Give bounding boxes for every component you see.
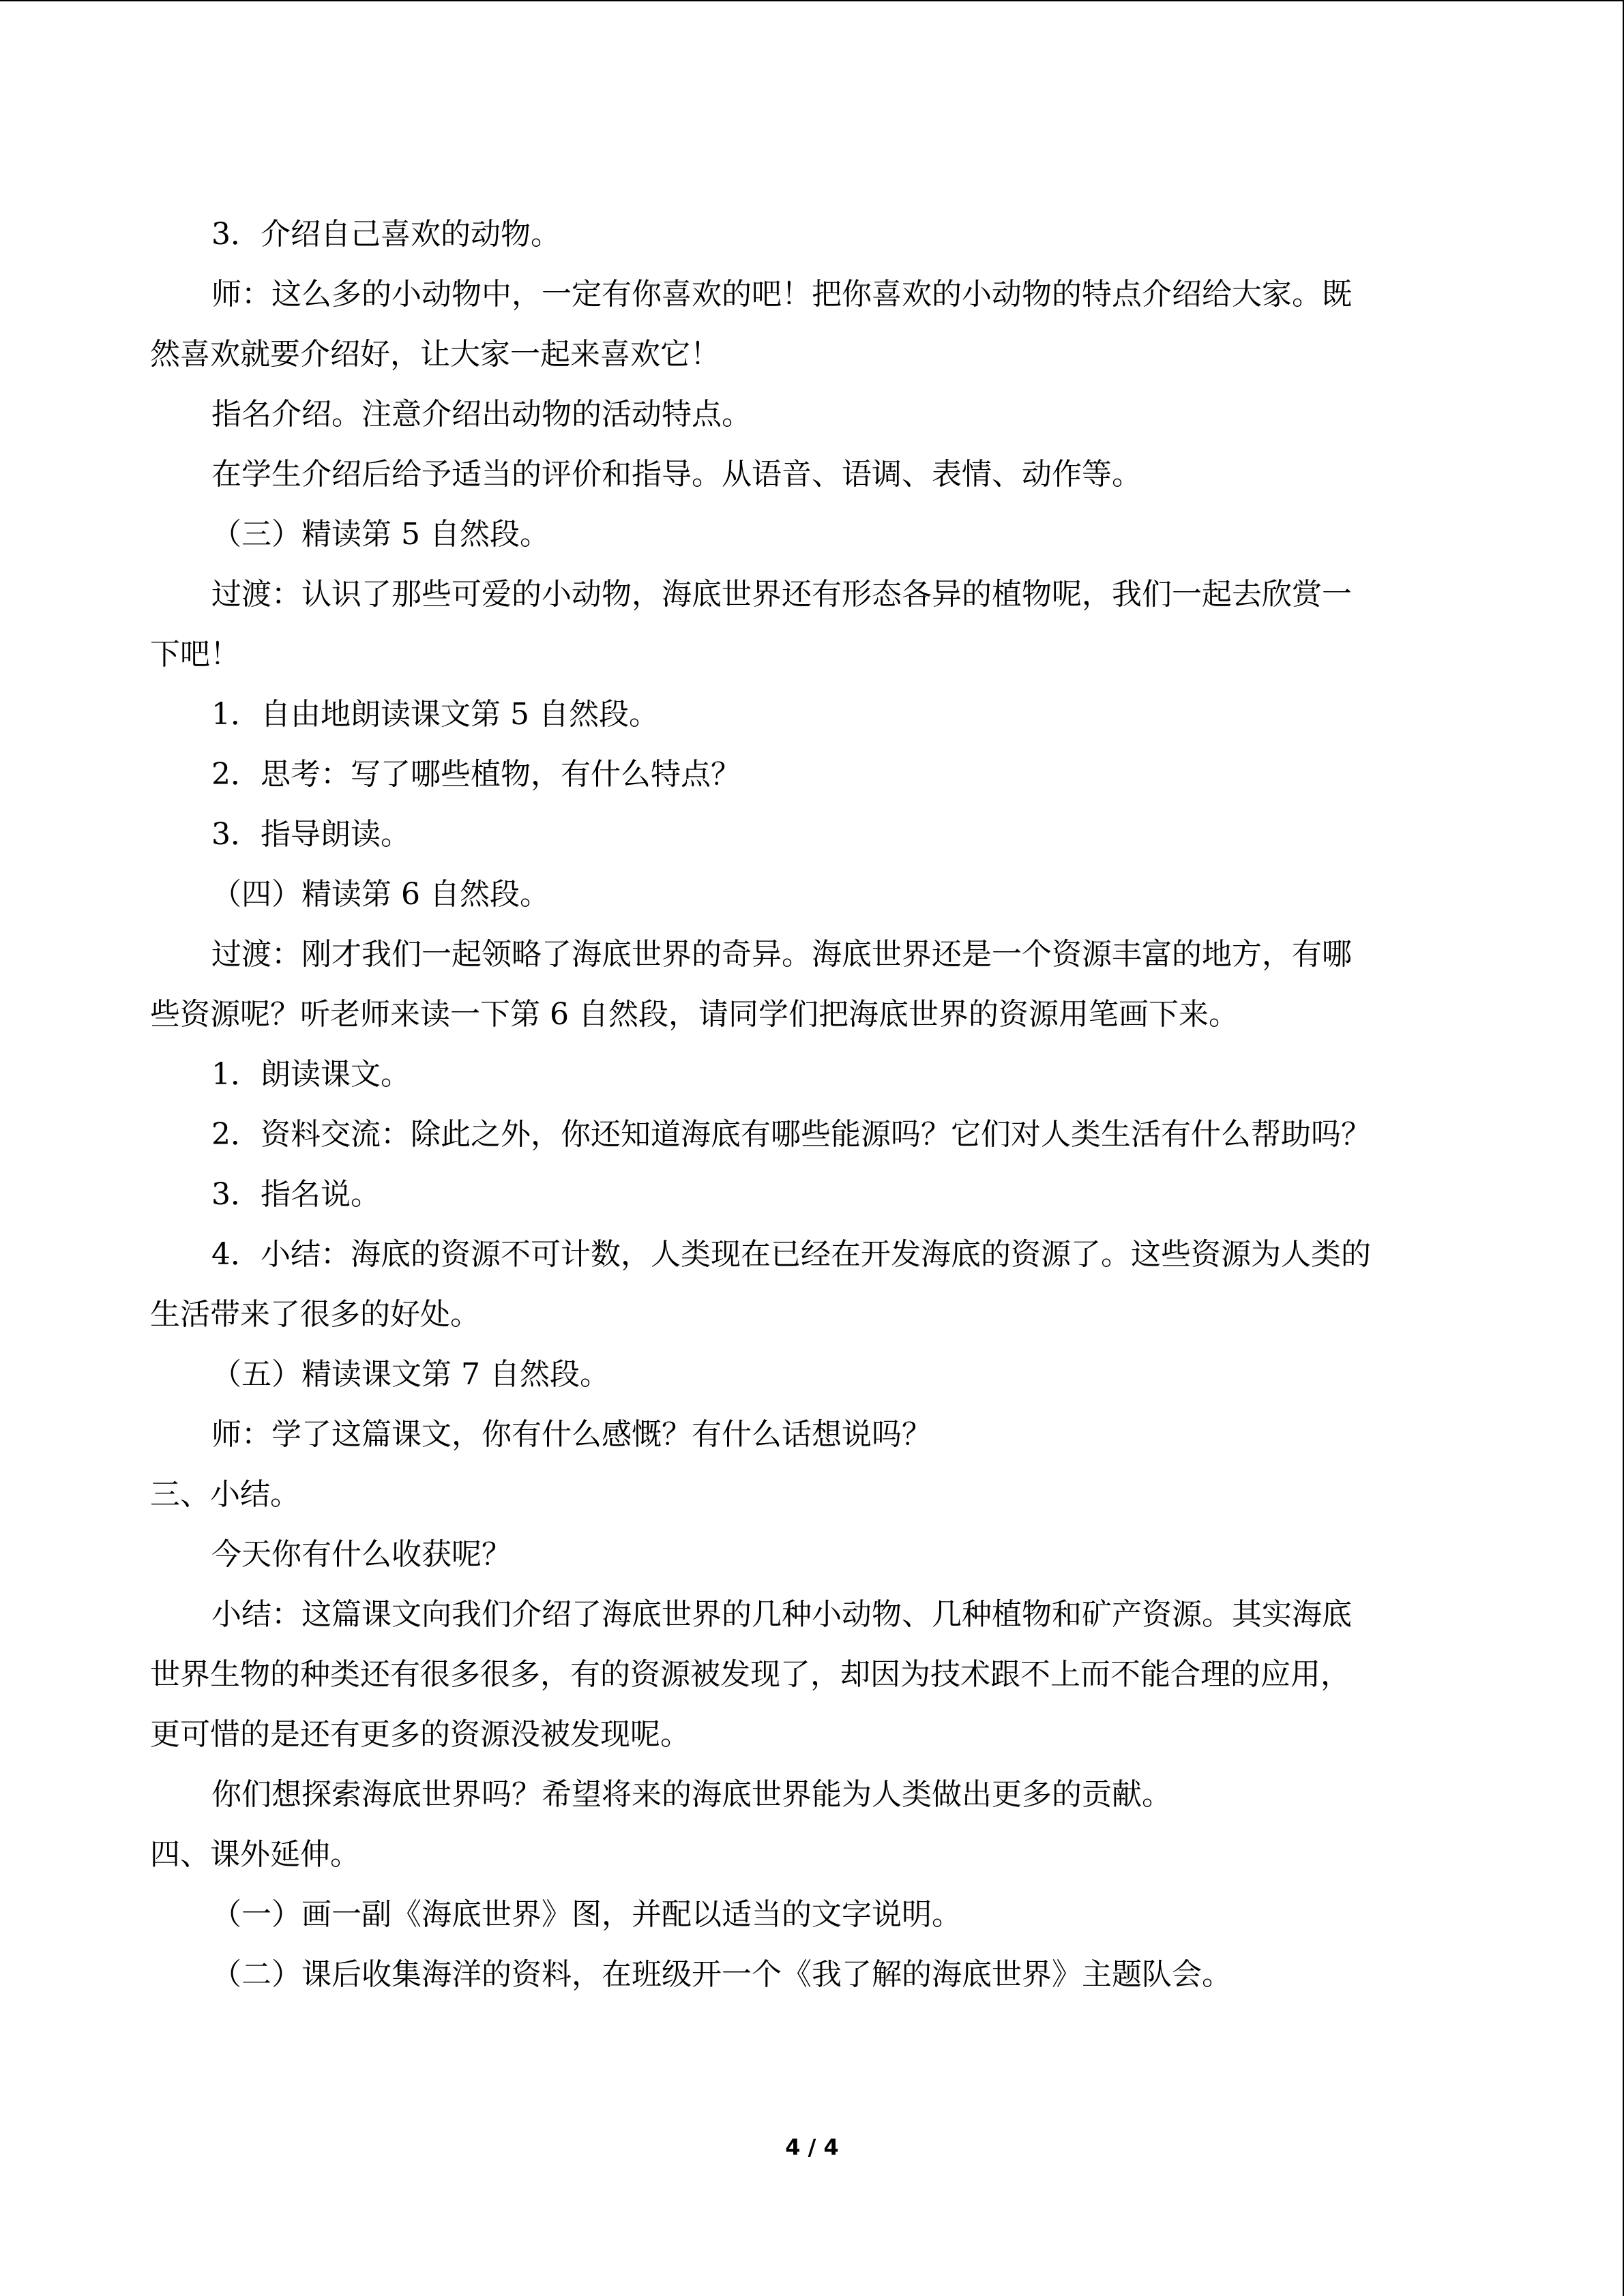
text-line: 些资源呢？听老师来读一下第 6 自然段，请同学们把海底世界的资源用笔画下来。 — [150, 997, 1239, 1032]
text-line: 师：这么多的小动物中，一定有你喜欢的吧！把你喜欢的小动物的特点介绍给大家。既 — [211, 277, 1352, 312]
text-line: 过渡：认识了那些可爱的小动物，海底世界还有形态各异的植物呢，我们一起去欣赏一 — [211, 577, 1352, 612]
text-line: 指名介绍。注意介绍出动物的活动特点。 — [211, 397, 752, 432]
text-line: 2．资料交流：除此之外，你还知道海底有哪些能源吗？它们对人类生活有什么帮助吗？ — [211, 1117, 1371, 1152]
section-heading: 四、课外延伸。 — [150, 1837, 360, 1872]
section-heading: （四）精读第 6 自然段。 — [211, 877, 550, 912]
text-line: 师：学了这篇课文，你有什么感慨？有什么话想说吗？ — [211, 1417, 932, 1452]
page-number: 4 / 4 — [785, 2134, 839, 2160]
text-line: 3．指名说。 — [211, 1177, 381, 1212]
section-heading: （三）精读第 5 自然段。 — [211, 517, 550, 552]
text-line: 3．介绍自己喜欢的动物。 — [211, 217, 561, 252]
document-body — [150, 205, 1460, 2005]
text-line: （一）画一副《海底世界》图，并配以适当的文字说明。 — [211, 1897, 962, 1932]
text-line: 你们想探索海底世界吗？希望将来的海底世界能为人类做出更多的贡献。 — [211, 1777, 1172, 1812]
text-line: 然喜欢就要介绍好，让大家一起来喜欢它！ — [150, 337, 720, 372]
text-line: 更可惜的是还有更多的资源没被发现呢。 — [150, 1717, 690, 1752]
text-line: 生活带来了很多的好处。 — [150, 1297, 480, 1332]
text-line: 今天你有什么收获呢？ — [211, 1537, 512, 1572]
section-heading: 三、小结。 — [150, 1477, 300, 1512]
text-line: （二）课后收集海洋的资料，在班级开一个《我了解的海底世界》主题队会。 — [211, 1957, 1232, 1992]
text-line: 下吧！ — [150, 637, 240, 672]
text-line: 1．自由地朗读课文第 5 自然段。 — [211, 697, 659, 732]
text-line: 2．思考：写了哪些植物，有什么特点？ — [211, 757, 741, 792]
text-line: 过渡：刚才我们一起领略了海底世界的奇异。海底世界还是一个资源丰富的地方，有哪 — [211, 937, 1352, 972]
text-line: 3．指导朗读。 — [211, 817, 411, 852]
text-line: 小结：这篇课文向我们介绍了海底世界的几种小动物、几种植物和矿产资源。其实海底 — [211, 1597, 1352, 1632]
section-heading: （五）精读课文第 7 自然段。 — [211, 1357, 610, 1392]
text-line: 1．朗读课文。 — [211, 1057, 411, 1092]
text-line: 在学生介绍后给予适当的评价和指导。从语音、语调、表情、动作等。 — [211, 457, 1142, 492]
text-line: 4．小结：海底的资源不可计数，人类现在已经在开发海底的资源了。这些资源为人类的 — [211, 1237, 1371, 1272]
text-line: 世界生物的种类还有很多很多，有的资源被发现了，却因为技术跟不上而不能合理的应用， — [150, 1657, 1350, 1692]
